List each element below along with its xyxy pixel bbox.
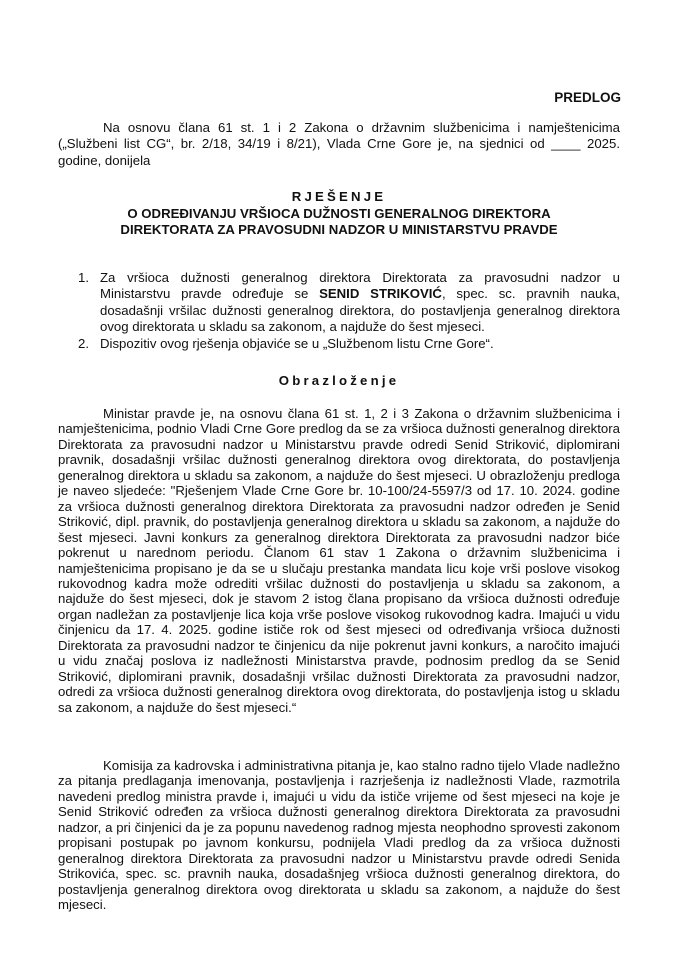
item-number: 1. [78,270,89,285]
resolution-subject-line-1: O ODREĐIVANJU VRŠIOCA DUŽNOSTI GENERALNOG DIREKTORA [127,205,551,221]
intro-paragraph: Na osnovu člana 61 st. 1 i 2 Zakona o državnim službenicima i namještenicima („Službeni list CG“, br. 2/18, 34/19 i 8/21), Vlada Crne Gore je, na sjednici od ____ 2025. godine, donijela [58,120,620,168]
item-text-continued: , spec. sc. pravnih nauka, dosadašnji vršilac dužnosti generalnog direktora, do postavljenja generalnog direktora ovog direktorata u skladu sa zakonom, a najduže do šest mjeseci. [100,286,620,335]
dispositiv-item [58,270,620,336]
dispositiv-item [58,336,620,352]
item-text: Za vršioca dužnosti generalnog direktora Direktorata za pravosudni nadzor u Ministarstvu pravde određuje se [100,270,620,302]
item-number: 2. [78,335,89,351]
explanation-heading: Obrazloženje [278,373,400,388]
explanation-paragraph: Komisija za kadrovska i administrativna pitanja je, kao stalno radno tijelo Vlade nadležno za pitanja predlaganja imenovanja, postavljenja i razrješenja iz nadležnosti Vlade, razmotrila navedeni predlog ministra pravde i, imajući u vidu da ističe vrijeme od šest mjeseci na koje je Senid Striković određen za vršioca dužnosti generalnog direktora Direktorata za pravosudni nadzor, a pri činjenici da je za popunu navedenog radnog mjesta neophodno sprovesti zakonom propisani postupak po javnom konkursu, podnijela Vladi predlog da za vršioca dužnosti generalnog direktora Direktorata za pravosudni nadzor u Ministarstvu pravde odredi Senida Strikovića, spec. sc. pravnih nauka, dosadašnjeg vršioca dužnosti generalnog direktora, do postavljenja generalnog direktora ovog direktorata u skladu sa zakonom, a najduže do šest mjeseci. [58,758,620,913]
document-label: PREDLOG [554,90,621,105]
dispositiv-list [58,270,620,352]
appointee-name: SENID STRIKOVIĆ [319,286,442,302]
resolution-title [58,189,620,239]
explanation-paragraph: Ministar pravde je, na osnovu člana 61 st. 1, 2 i 3 Zakona o državnim službenicima i namještenicima, podnio Vladi Crne Gore predlog da se za vršioca dužnosti generalnog direktora Direktorata za pravosudni nadzor u Ministarstvu pravde odredi Senid Striković, diplomirani pravnik, dosadašnji vršilac dužnosti generalnog direktora ovog direktorata, do postavljenja generalnog direktora u skladu sa zakonom, a najduže do šest mjeseci. U obrazloženju predloga je naveo sljedeće: "Rješenjem Vlade Crne Gore br. 10-100/24-5597/3 od 17. 10. 2024. godine za vršioca dužnosti generalnog direktora Direktorata za pravosudni nadzor određen je Senid Striković, dipl. pravnik, do postavljenja generalnog direktora u skladu sa zakonom, a najduže do šest mjeseci. Javni konkurs za generalnog direktora Direktorata za pravosudni nadzor biće pokrenut u narednom periodu. Članom 61 stav 1 Zakona o državnim službenicima i namještenicima propisano je da se u slučaju prestanka mandata licu koje vrši poslove visokog rukovodnog kadra može odrediti vršilac dužnosti do postavljenja u skladu sa zakonom, a najduže do šest mjeseci, dok je stavom 2 istog člana propisano da vršioca dužnosti određuje organ nadležan za postavljenje lica koja vrše poslove visokog rukovodnog kadra. Imajući u vidu činjenicu da 17. 4. 2025. godine ističe rok od šest mjeseci od određivanja vršioca dužnosti Direktorata za pravosudni nadzor te činjenicu da nije pokrenut javni konkurs, a naročito imajući u vidu značaj poslova iz nadležnosti Ministarstva pravde, podnosim predlog da se Senid Striković, diplomirani pravnik, dosadašnji vršilac dužnosti Direktorata za pravosudni nadzor, odredi za vršioca dužnosti generalnog direktora ovog direktorata, do postavljenja istog u skladu sa zakonom, a najduže do šest mjeseci.“ [58,406,620,715]
resolution-heading: RJEŠENJE [291,189,387,204]
resolution-subject-line-2: DIREKTORATA ZA PRAVOSUDNI NADZOR U MINISTARSTVU PRAVDE [120,222,558,238]
item-text: Dispozitiv ovog rješenja objaviće se u „Službenom listu Crne Gore“. [100,335,494,351]
